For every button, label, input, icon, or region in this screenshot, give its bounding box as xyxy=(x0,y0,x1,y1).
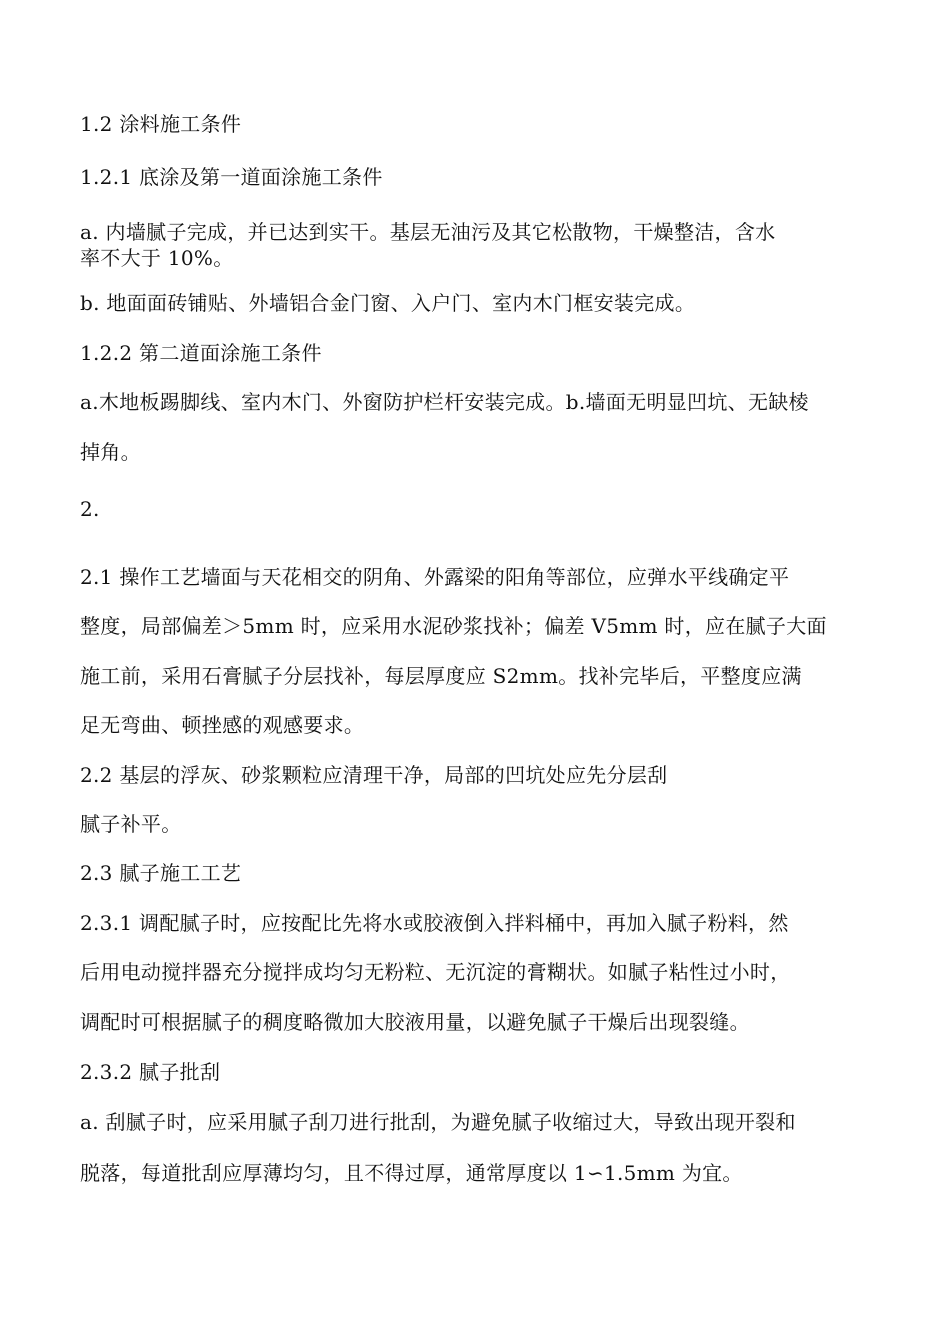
subsection-heading-1-2-2: 1.2.2 第二道面涂施工条件 xyxy=(80,341,322,365)
subsection-heading-1-2-1: 1.2.1 底涂及第一道面涂施工条件 xyxy=(80,165,383,189)
paragraph-line: 调配时可根据腻子的稠度略微加大胶液用量，以避免腻子干燥后出现裂缝。 xyxy=(80,1010,750,1034)
section-heading-2: 2. xyxy=(80,497,100,521)
section-heading-1-2: 1.2 涂料施工条件 xyxy=(80,112,242,136)
paragraph-line: a. 刮腻子时，应采用腻子刮刀进行批刮，为避免腻子收缩过大，导致出现开裂和 xyxy=(80,1110,796,1134)
paragraph-line: 2.2 基层的浮灰、砂浆颗粒应清理干净，局部的凹坑处应先分层刮 xyxy=(80,763,668,787)
paragraph-line: a. 内墙腻子完成，并已达到实干。基层无油污及其它松散物，干燥整洁，含水 xyxy=(80,220,776,244)
paragraph-line: 后用电动搅拌器充分搅拌成均匀无粉粒、无沉淀的膏糊状。如腻子粘性过小时， xyxy=(80,960,791,984)
paragraph-line: 2.3.1 调配腻子时，应按配比先将水或胶液倒入拌料桶中，再加入腻子粉料，然 xyxy=(80,911,789,935)
paragraph-line: 率不大于 10%。 xyxy=(80,246,234,270)
subsection-heading-2-3-2: 2.3.2 腻子批刮 xyxy=(80,1060,221,1084)
paragraph-line: 足无弯曲、顿挫感的观感要求。 xyxy=(80,713,365,737)
paragraph-line: a.木地板踢脚线、室内木门、外窗防护栏杆安装完成。b.墙面无明显凹坑、无缺棱 xyxy=(80,390,809,414)
paragraph-line: 腻子补平。 xyxy=(80,812,182,836)
paragraph-line: b. 地面面砖铺贴、外墙铝合金门窗、入户门、室内木门框安装完成。 xyxy=(80,291,696,315)
paragraph-line: 脱落，每道批刮应厚薄均匀，且不得过厚，通常厚度以 1∽1.5mm 为宜。 xyxy=(80,1161,743,1185)
paragraph-line: 施工前，采用石膏腻子分层找补，每层厚度应 S2mm。找补完毕后，平整度应满 xyxy=(80,664,802,688)
paragraph-line: 掉角。 xyxy=(80,440,141,464)
paragraph-line: 整度，局部偏差＞5mm 时，应采用水泥砂浆找补；偏差 V5mm 时，应在腻子大面 xyxy=(80,614,827,638)
paragraph-line: 2.1 操作工艺墙面与天花相交的阴角、外露梁的阳角等部位，应弹水平线确定平 xyxy=(80,565,790,589)
subsection-heading-2-3: 2.3 腻子施工工艺 xyxy=(80,861,242,885)
